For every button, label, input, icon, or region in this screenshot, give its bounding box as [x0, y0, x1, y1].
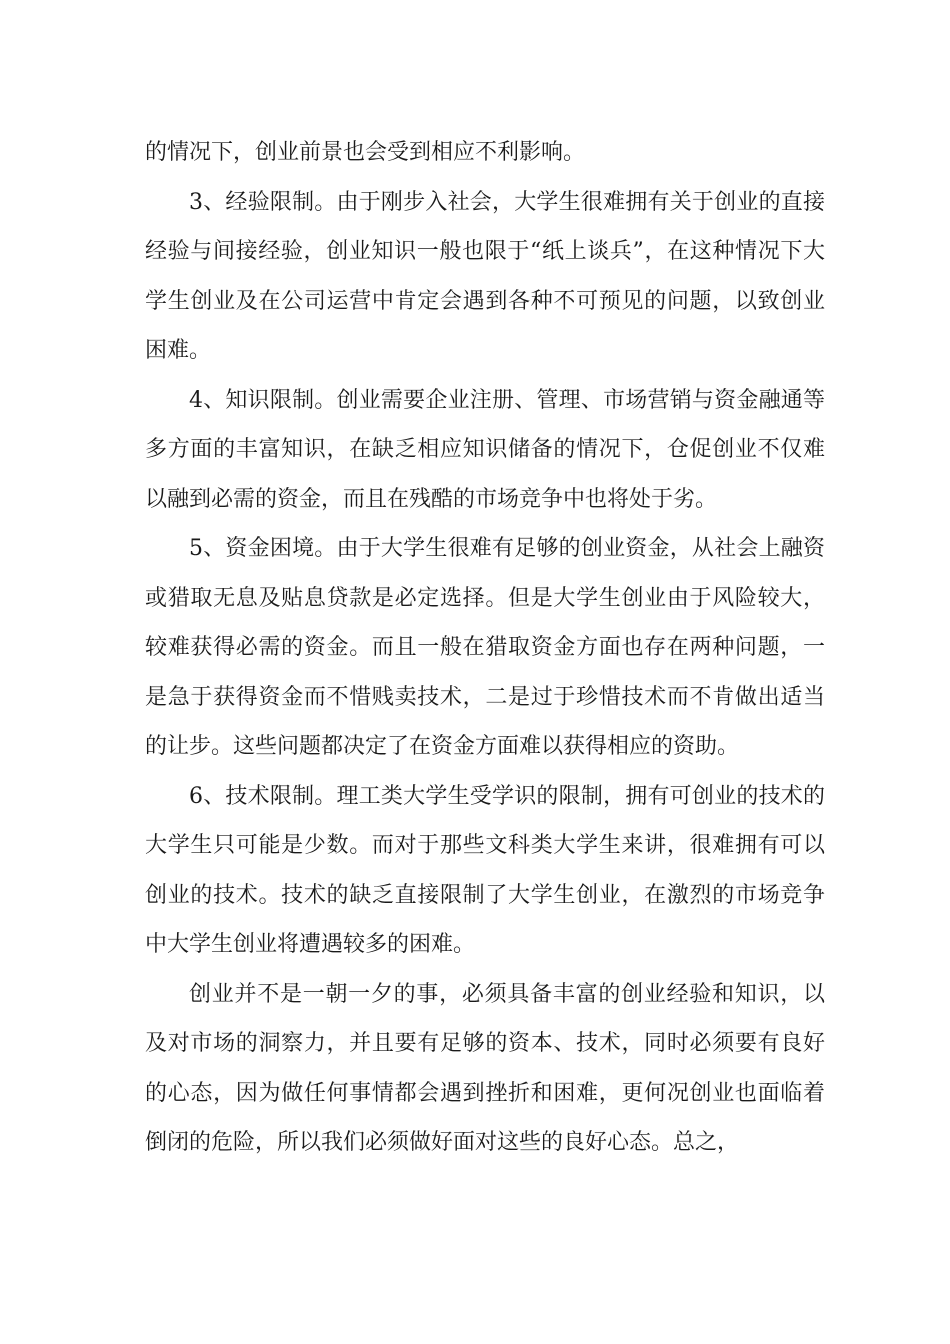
document-body — [145, 128, 825, 1168]
paragraph-experience-limit: 3、经验限制。由于刚步入社会，大学生很难拥有关于创业的直接经验与间接经验，创业知识一般也限于“纸上谈兵”，在这种情况下大学生创业及在公司运营中肯定会遇到各种不可预见的问题，以致创业困难。 — [145, 189, 825, 363]
paragraph-conclusion: 创业并不是一朝一夕的事，必须具备丰富的创业经验和知识，以及对市场的洞察力，并且要有足够的资本、技术，同时必须要有良好的心态，因为做任何事情都会遇到挫折和困难，更何况创业也面临着倒闭的危险，所以我们必须做好面对这些的良好心态。总之， — [145, 981, 825, 1155]
paragraph-technology-limit: 6、技术限制。理工类大学生受学识的限制，拥有可创业的技术的大学生只可能是少数。而对于那些文科类大学生来讲，很难拥有可以创业的技术。技术的缺乏直接限制了大学生创业，在激烈的市场竞争中大学生创业将遭遇较多的困难。 — [145, 783, 825, 957]
paragraph-continuation: 的情况下，创业前景也会受到相应不利影响。 — [145, 140, 586, 165]
paragraph-funding-dilemma: 5、资金困境。由于大学生很难有足够的创业资金，从社会上融资或猎取无息及贴息贷款是必定选择。但是大学生创业由于风险较大，较难获得必需的资金。而且一般在猎取资金方面也存在两种问题，一是急于获得资金而不惜贱卖技术，二是过于珍惜技术而不肯做出适当的让步。这些问题都决定了在资金方面难以获得相应的资助。 — [145, 536, 825, 759]
paragraph-knowledge-limit: 4、知识限制。创业需要企业注册、管理、市场营销与资金融通等多方面的丰富知识，在缺乏相应知识储备的情况下，仓促创业不仅难以融到必需的资金，而且在残酷的市场竞争中也将处于劣。 — [145, 387, 825, 512]
